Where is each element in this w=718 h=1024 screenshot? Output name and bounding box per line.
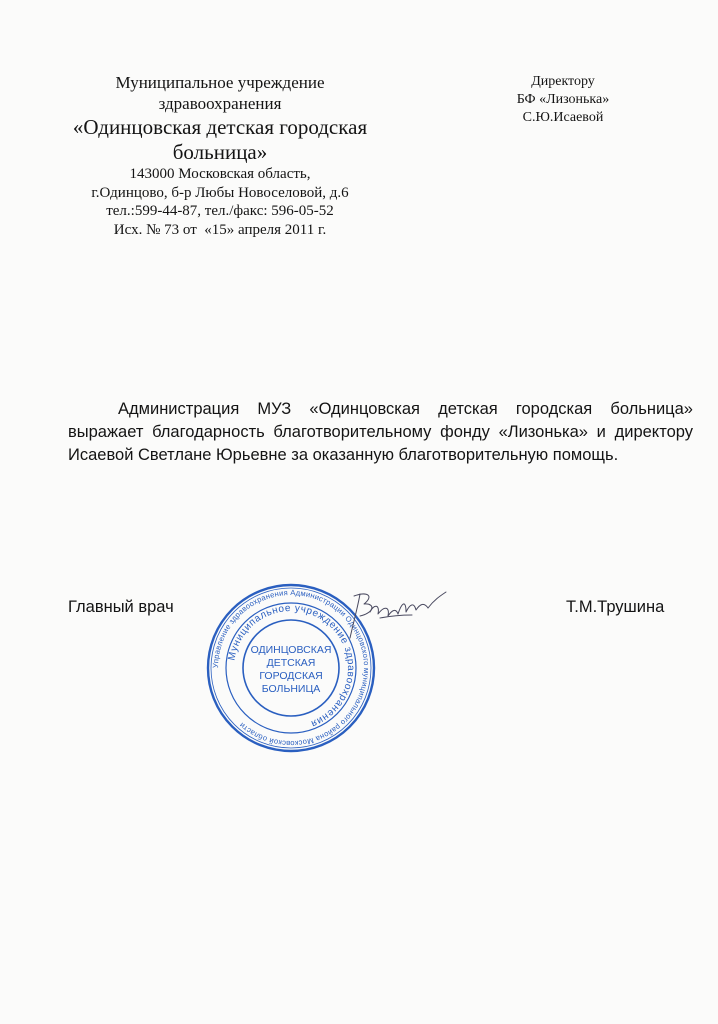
addressee-line1: Директору [531,74,595,89]
letter-body [68,398,693,467]
sender-name-line2: больница» [172,139,268,164]
sender-block [70,72,370,240]
sender-address-line1: 143000 Московская область, [129,165,311,182]
addressee-line3: С.Ю.Исаевой [522,110,604,126]
addressee-line2: БФ «Лизонька» [516,92,610,108]
body-paragraph: Администрация МУЗ «Одинцовская детская городская больница» выражает благодарность благотворительному фонду «Лизонька» и директору Исаевой Светлане Юрьевне за оказанную благотворительную помощь. [68,400,693,465]
stamp-inner-ring-text: Муниципальное учреждение здравоохранения [226,602,357,730]
stamp-center-line4: БОЛЬНИЦА [261,683,321,695]
sender-name-line1: «Одинцовская детская городская [72,114,368,139]
outgoing-number: Исх. № 73 от «15» апреля 2011 г. [113,222,327,239]
stamp-center-line3: ГОРОДСКАЯ [259,670,323,682]
stamp-center-line2: ДЕТСКАЯ [266,657,316,669]
sender-address-line2: г.Одинцово, б-р Любы Новоселовой, д.6 [91,184,349,201]
sender-phones: тел.:599-44-87, тел./факс: 596-05-52 [106,203,334,220]
stamp-outer-ring-text: Управление здравоохранения Администрации Одинцовского муниципального района Московской области [210,587,372,749]
sender-line1: Муниципальное учреждение [115,73,325,92]
sender-line2: здравоохранения [158,94,282,114]
addressee-block [488,73,638,128]
stamp-center-line1: ОДИНЦОВСКАЯ [250,644,332,656]
signer-name: Т.М.Трушина [566,598,665,616]
signer-role: Главный врач [68,598,174,616]
handwritten-signature [340,588,450,643]
